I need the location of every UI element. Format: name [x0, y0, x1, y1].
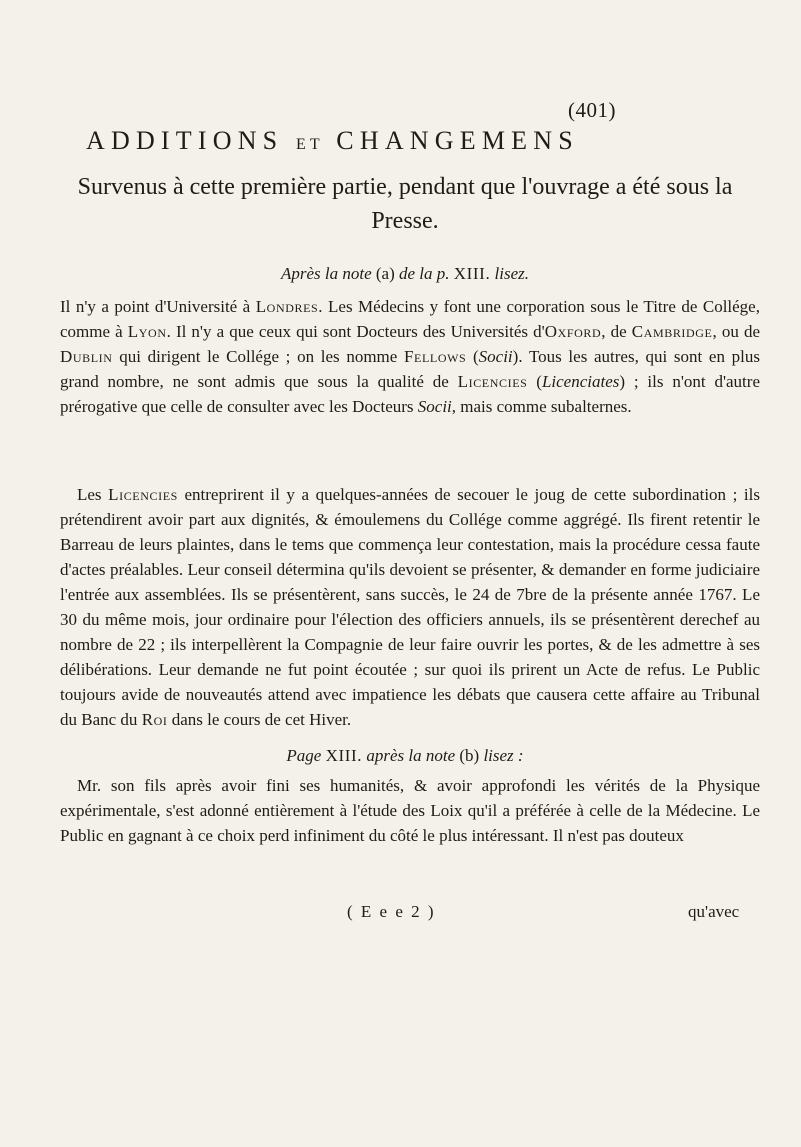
title-changemens: CHANGEMENS	[336, 126, 579, 155]
rubric-page: XIII.	[453, 264, 491, 283]
rubric-page: XIII.	[325, 746, 363, 765]
title-et: ET	[296, 136, 324, 153]
paragraph-son: Mr. son fils après avoir fini ses humanités, & avoir approfondi les vérités de la Physique expérimentale, s'est adonné entièrement à l'étude des Loix qu'il a préférée à celle de la Médecine. Le Public en gagnant à ce choix perd infiniment du côté le plus intéressant. Il n'est pas douteux	[60, 776, 760, 845]
page-number: (401)	[568, 98, 616, 122]
rubric-lisez: lisez.	[494, 264, 530, 283]
rubric-text: Page	[286, 746, 322, 765]
rubric-text: de la p.	[399, 264, 450, 283]
signature-mark: ( E e e 2 )	[347, 902, 436, 921]
rubric-lisez: lisez :	[483, 746, 524, 765]
paragraph-london: Il n'y a point d'Université à Londres. Les Médecins y font une corporation sous le Titre de Collége, comme à Lyon. Il n'y a que ceux qui sont Docteurs des Universités d'Oxford, de Cambridge, ou de Dublin qui dirigent le Collége ; on les nomme Fellows (Socii). Tous les autres, qui sont en plus grand nombre, ne sont admis que sous la qualité de Licencies (Licenciates) ; ils n'ont d'autre prérogative que celle de consulter avec les Docteurs Socii, mais comme subalternes.	[60, 297, 760, 416]
rubric-note-b	[60, 746, 750, 766]
rubric-text: après la note	[366, 746, 456, 765]
rubric-note-a	[60, 264, 750, 284]
page-subtitle: Survenus à cette première partie, pendant que l'ouvrage a été sous la Presse.	[77, 174, 733, 234]
catchword: qu'avec	[688, 902, 740, 921]
rubric-ref: (b)	[459, 746, 480, 765]
page-title	[86, 126, 716, 156]
paragraph-licencies: Les Licencies entreprirent il y a quelques-années de secouer le joug de cette subordination ; ils prétendirent avoir part aux dignités, & émoulemens du Collége comme aggrégé. Ils firent retentir le Barreau de leurs plaintes, dans le tems que commença leur contestation, mais la procédure cessa faute d'actes préalables. Leur conseil détermina qu'ils devoient se présenter, & demander en forme judiciaire l'entrée aux assemblées. Ils se présentèrent, sans succès, le 24 de 7bre de la présente année 1767. Le 30 du même mois, jour ordinaire pour l'élection des officiers annuels, ils se présentèrent derechef au nombre de 22 ; ils interpellèrent la Compagnie de leur faire ouvrir les portes, & de les admettre à ses délibérations. Leur demande ne fut point écoutée ; sur quoi ils prirent un Acte de refus. Le Public toujours avide de nouveautés attend avec impatience les débats que causera cette affaire au Tribunal du Banc du Roi dans le cours de cet Hiver.	[60, 485, 760, 729]
rubric-ref: (a)	[375, 264, 395, 283]
title-additions: ADDITIONS	[86, 126, 284, 155]
rubric-text: Après la note	[280, 264, 372, 283]
